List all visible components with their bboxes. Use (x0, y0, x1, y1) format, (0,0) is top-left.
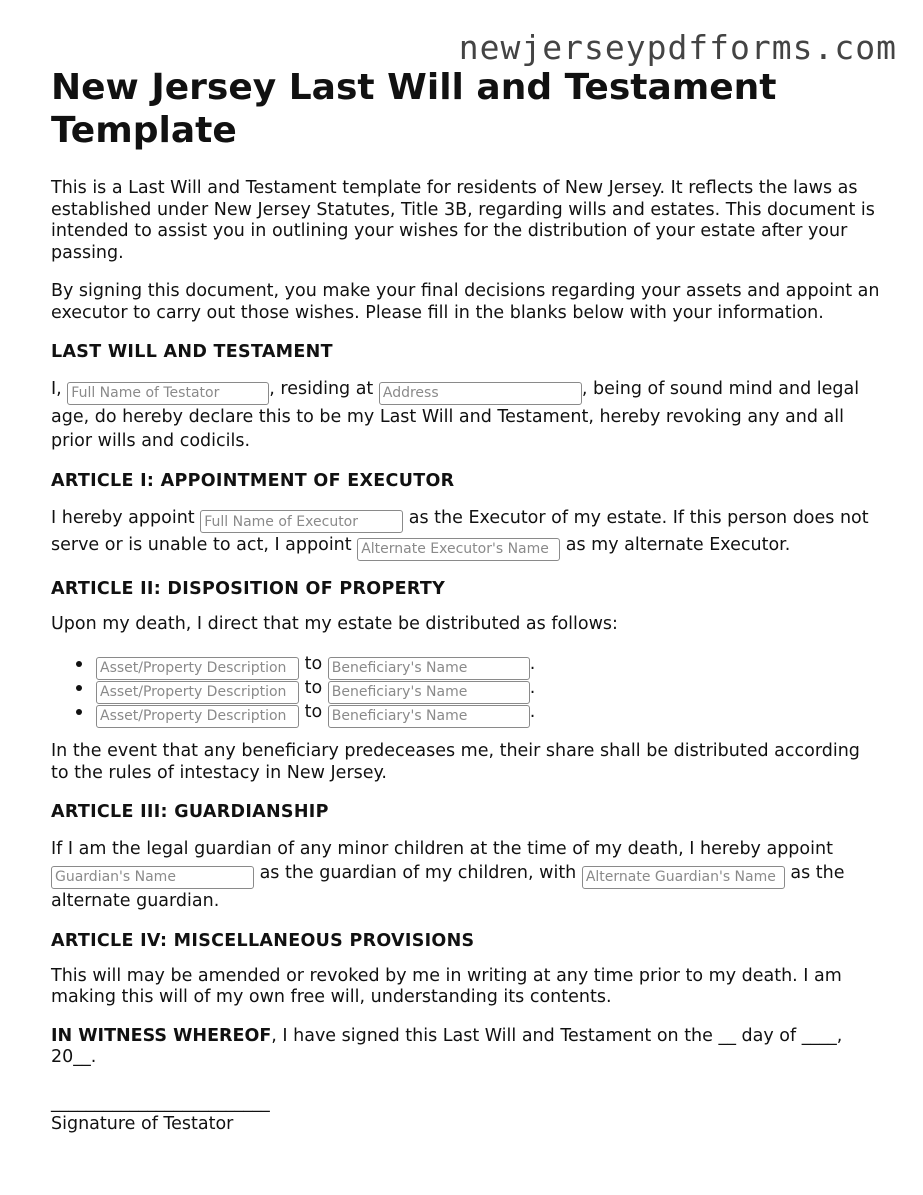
guardianship-text-2: as the guardian of my children, with (254, 863, 582, 883)
item-end: . (529, 654, 536, 674)
testator-name-field[interactable] (67, 382, 269, 405)
signature-block (51, 1093, 881, 1135)
section-heading-article-1: ARTICLE I: APPOINTMENT OF EXECUTOR (51, 470, 455, 491)
witness-text: , I have signed this Last Will and Testament on the __ day of ____, 20__. (51, 1025, 843, 1067)
signature-line: _________________________ (51, 1092, 270, 1113)
executor-name-field[interactable] (200, 510, 403, 533)
beneficiary-name-field[interactable] (328, 705, 530, 728)
distribution-intro: Upon my death, I direct that my estate be distributed as follows: (51, 613, 618, 634)
signature-label: Signature of Testator (51, 1113, 234, 1134)
executor-text-3: as my alternate Executor. (560, 535, 791, 555)
to-label: to (304, 702, 323, 722)
distribution-list (51, 652, 881, 724)
witness-paragraph (51, 1026, 881, 1069)
distribution-item (96, 700, 881, 724)
intestacy-paragraph: In the event that any beneficiary predeceases me, their share shall be distributed according to the rules of intestacy in New Jersey. (51, 741, 860, 783)
declaration-paragraph (51, 377, 881, 453)
intro-paragraph-2: By signing this document, you make your final decisions regarding your assets and appoint an executor to carry out those wishes. Please fill in the blanks below with your information. (51, 281, 880, 323)
guardianship-text-1: If I am the legal guardian of any minor children at the time of my death, I hereby appoint (51, 839, 833, 859)
guardianship-paragraph (51, 837, 881, 913)
alternate-guardian-field[interactable] (582, 866, 785, 889)
section-heading-article-4: ARTICLE IV: MISCELLANEOUS PROVISIONS (51, 930, 475, 951)
executor-paragraph (51, 506, 881, 561)
executor-text-2: as the Executor of my estate. If this person does not serve or is unable to act, I appoint (51, 507, 869, 555)
guardianship-text-3: as the alternate guardian. (51, 863, 845, 911)
section-heading-article-2: ARTICLE II: DISPOSITION OF PROPERTY (51, 578, 446, 599)
to-label: to (304, 678, 323, 698)
section-heading-article-3: ARTICLE III: GUARDIANSHIP (51, 802, 329, 822)
distribution-item (96, 652, 881, 676)
page-title: New Jersey Last Will and Testament Template (51, 67, 777, 151)
declaration-text-3: , being of sound mind and legal age, do hereby declare this to be my Last Will and Testament, hereby revoking any and all prior wills and codicils. (51, 379, 860, 451)
to-label: to (304, 654, 323, 674)
item-end: . (529, 702, 536, 722)
item-end: . (529, 678, 536, 698)
miscellaneous-paragraph: This will may be amended or revoked by me in writing at any time prior to my death. I am making this will of my own free will, understanding its contents. (51, 965, 842, 1007)
document-page (51, 66, 881, 1135)
address-field[interactable] (379, 382, 582, 405)
watermark: newjerseypdfforms.com (458, 28, 897, 67)
guardian-name-field[interactable] (51, 866, 254, 889)
intro-paragraph-1: This is a Last Will and Testament template for residents of New Jersey. It reflects the laws as established under New Jersey Statutes, Title 3B, regarding wills and estates. This document is intended to assist you in outlining your wishes for the distribution of your estate after your passing. (51, 178, 875, 263)
executor-text-1: I hereby appoint (51, 507, 201, 528)
asset-description-field[interactable] (96, 705, 299, 728)
declaration-text-1: I, (51, 379, 68, 399)
declaration-text-2: , residing at (269, 379, 379, 399)
witness-bold: IN WITNESS WHEREOF (51, 1025, 272, 1046)
distribution-item (96, 676, 881, 700)
section-heading-last-will: LAST WILL AND TESTAMENT (51, 342, 333, 362)
alternate-executor-field[interactable] (357, 538, 560, 561)
